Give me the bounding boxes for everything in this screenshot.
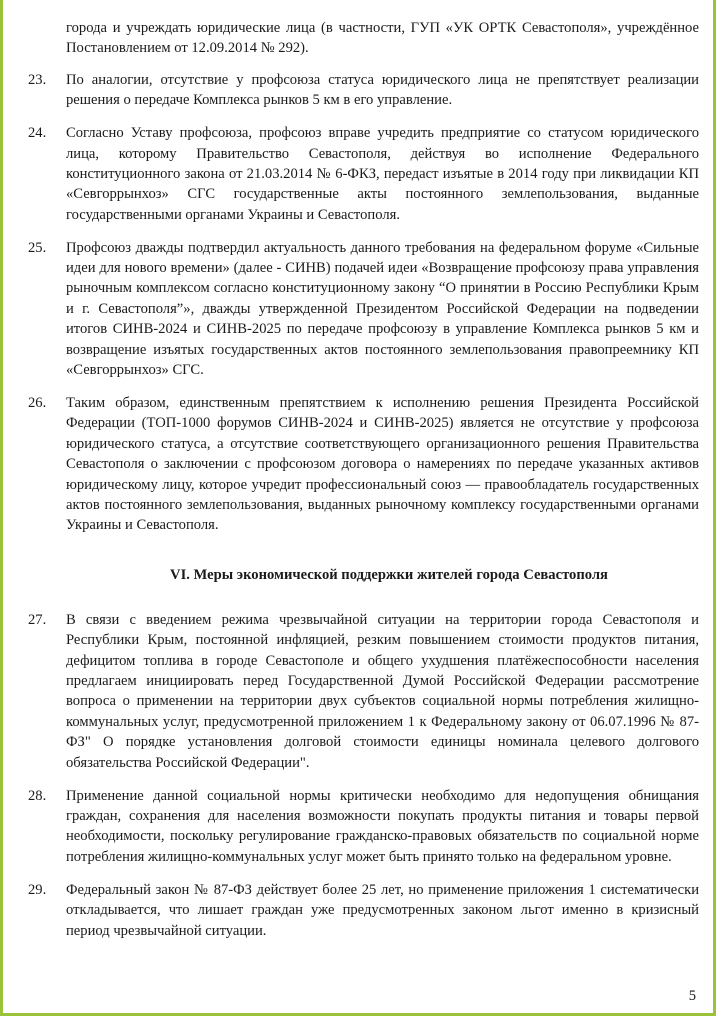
paragraph-text: Применение данной социальной нормы критически необходимо для недопущения обнищания граждан, сохранения для населения возможности покупать продукты питания и товары первой необходимости, поскольку регулирование гражданско-правовых обязательств по социальной норме потребления жилищно-коммунальных услуг может быть принято только на федеральном уровне. [66,787,699,865]
section-title: VI. Меры экономической поддержки жителей города Севастополя [170,566,608,583]
continuation-paragraph: города и учреждать юридические лица (в частности, ГУП «УК ОРТК Севастополя», учреждённое Постановлением от 12.09.2014 № 292). [66,20,699,57]
paragraph-number: 23. [28,71,47,88]
paragraph-number: 27. [28,611,47,628]
paragraph-number: 26. [28,395,47,411]
paragraph-26 [3,393,716,536]
paragraph-number: 25. [28,239,47,256]
paragraph-number: 28. [28,787,47,804]
paragraph-number: 24. [28,125,47,142]
page-number: 5 [688,988,696,1004]
paragraph-24 [3,123,716,225]
paragraph-28 [3,786,716,868]
paragraph-29 [3,880,716,941]
paragraph-text: Профсоюз дважды подтвердил актуальность данного требования на федеральном форуме «Сильные идеи для нового времени» (далее - СИНВ) подачей идеи «Возвращение профсоюзу права управления рыночным комплексом согласно конституционному закону “О принятии в Россию Республики Крым и г. Севастополя”», дважды утвержденной Президентом Российской Федерации на подведении итогов СИНВ-2024 и СИНВ-2025 по передаче профсоюзу в управление Комплекса рынков 5 км и возвращение изъятых государственных актов постоянного землепользования правопреемнику КП «Севгоррынхоз» СГС. [66,239,699,379]
paragraph-25 [3,238,716,381]
paragraph-text: В связи с введением режима чрезвычайной ситуации на территории города Севастополя и Республики Крым, постоянной инфляцией, резким повышением стоимости продуктов питания, дефицитом топлива в городе Севастополе и общего ухудшения платёжеспособности населения предлагаем инициировать перед Государственной Думой Российской Федерации рассмотрение вопроса о применении на территории двух субъектов социальной нормы потребления жилищно-коммунальных услуг, предусмотренной приложением 1 к Федеральному закону от 06.07.1996 № 87-ФЗ" О порядке установления долговой стоимости единицы номинала целевого долгового обязательства Российской Федерации". [66,611,699,771]
paragraph-text: Согласно Уставу профсоюза, профсоюз вправе учредить предприятие со статусом юридического лица, которому Правительство Севастополя, действуя во исполнение Федерального конституционного закона от 21.03.2014 № 6-ФКЗ, передаст изъятые в 2014 году при ликвидации КП «Севгоррынхоз» СГС государственные акты постоянного землепользования, выданные государственными органами Украины и Севастополя. [66,125,699,223]
paragraph-23 [3,70,716,111]
paragraph-text: По аналогии, отсутствие у профсоюза статуса юридического лица не препятствует реализации решения о передаче Комплекса рынков 5 км в его управление. [66,71,699,109]
paragraph-text: Таким образом, единственным препятствием к исполнению решения Президента Российской Федерации (ТОП-1000 форумов СИНВ-2024 и СИНВ-2025) является не отсутствие у профсоюза юридического статуса, а отсутствие соответствующего организационного решения Правительства Севастополя о заключении с профсоюзом договора о намерениях по передаче указанных активов юридическому лицу, которое учредит профессиональный союз — правообладатель государственных актов постоянного землепользования, выданных рыночному комплексу государственными органами Украины и Севастополя. [66,395,699,534]
document-body [3,18,716,953]
paragraph-text: Федеральный закон № 87-ФЗ действует более 25 лет, но применение приложения 1 систематически откладывается, что лишает граждан уже предусмотренных законом льгот именно в кризисный период чрезвычайной ситуации. [66,881,699,939]
paragraph-27 [3,610,716,773]
paragraph-number: 29. [28,881,47,898]
